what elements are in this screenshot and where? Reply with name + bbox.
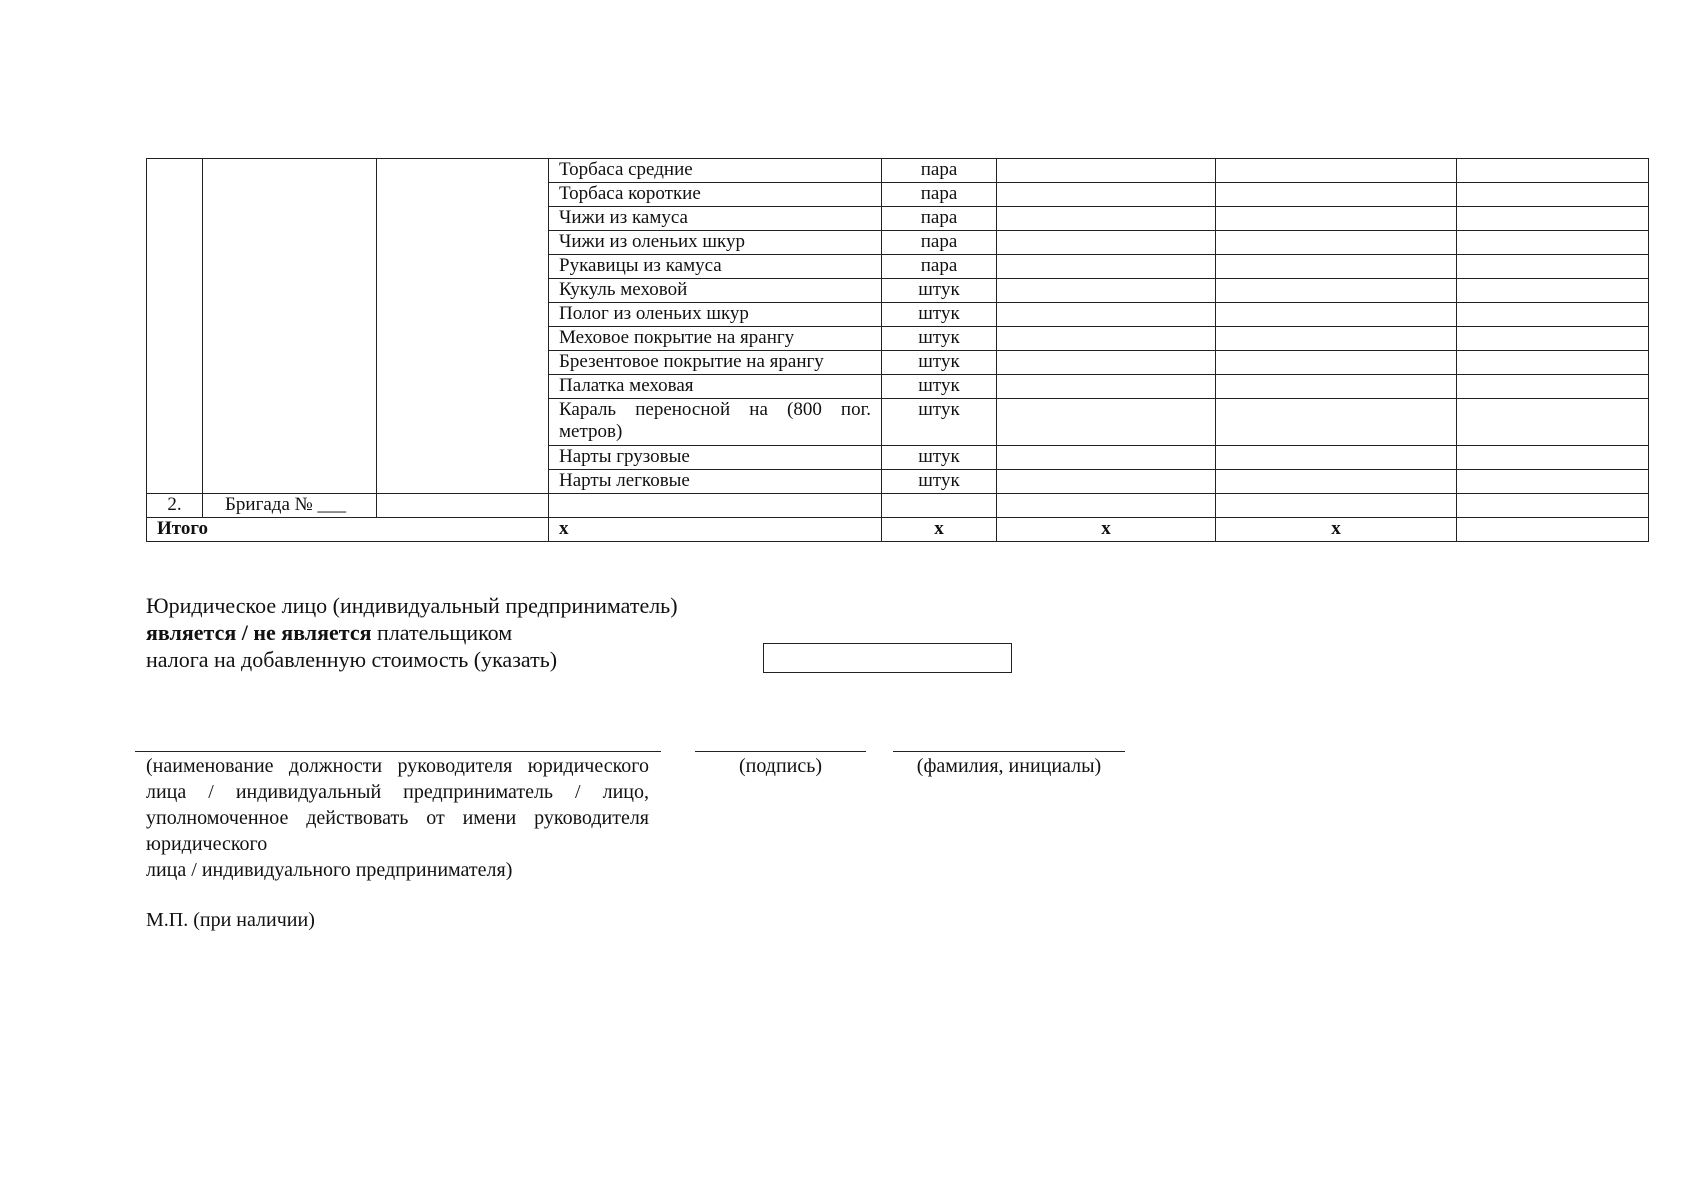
vat-statement	[146, 592, 678, 673]
item-unit: штук	[882, 351, 997, 375]
vat-status-options: является / не является	[146, 620, 372, 645]
item-unit: пара	[882, 183, 997, 207]
item-unit: пара	[882, 255, 997, 279]
total-x-cell: х	[549, 518, 882, 542]
total-x-cell: х	[997, 518, 1216, 542]
item-name: Торбаса короткие	[549, 183, 882, 207]
column-3-cell-merged	[377, 159, 549, 494]
empty-cell	[997, 159, 1216, 183]
empty-cell	[1457, 470, 1649, 494]
item-unit: штук	[882, 279, 997, 303]
empty-cell	[997, 231, 1216, 255]
vat-line-2	[146, 619, 678, 646]
empty-cell	[1216, 494, 1457, 518]
empty-cell	[1457, 327, 1649, 351]
empty-cell	[997, 207, 1216, 231]
empty-cell	[1216, 327, 1457, 351]
item-name: Нарты грузовые	[549, 446, 882, 470]
brigade-cell-merged	[203, 159, 377, 494]
empty-cell	[997, 183, 1216, 207]
vat-line-1: Юридическое лицо (индивидуальный предприниматель)	[146, 593, 678, 618]
item-name: Кукуль меховой	[549, 279, 882, 303]
item-name: Караль переносной на (800 пог. метров)	[549, 399, 882, 446]
empty-cell	[1216, 159, 1457, 183]
total-row	[147, 518, 1649, 542]
empty-cell	[1216, 446, 1457, 470]
empty-cell	[1457, 303, 1649, 327]
empty-cell	[1216, 279, 1457, 303]
empty-cell	[997, 255, 1216, 279]
empty-cell	[377, 494, 549, 518]
item-unit: пара	[882, 207, 997, 231]
goods-table	[146, 158, 1649, 542]
position-caption	[146, 753, 649, 883]
item-name: Нарты легковые	[549, 470, 882, 494]
empty-cell	[1457, 255, 1649, 279]
position-signature-line	[135, 751, 661, 752]
total-x-cell: х	[882, 518, 997, 542]
empty-cell	[882, 494, 997, 518]
position-caption-text: (наименование должности руководителя юридического лица / индивидуальный предприниматель / лицо, уполномоченное действовать от имени руководителя юридического	[146, 755, 649, 855]
item-unit: штук	[882, 399, 997, 446]
item-unit: штук	[882, 375, 997, 399]
item-unit: штук	[882, 446, 997, 470]
empty-cell	[1216, 399, 1457, 446]
item-name: Торбаса средние	[549, 159, 882, 183]
number-cell-merged	[147, 159, 203, 494]
empty-cell	[997, 303, 1216, 327]
item-unit: пара	[882, 231, 997, 255]
seal-note: М.П. (при наличии)	[146, 909, 315, 931]
empty-cell	[997, 351, 1216, 375]
empty-cell	[1457, 159, 1649, 183]
item-unit: штук	[882, 327, 997, 351]
fio-caption: (фамилия, инициалы)	[916, 755, 1102, 777]
item-name: Палатка меховая	[549, 375, 882, 399]
item-name: Чижи из камуса	[549, 207, 882, 231]
empty-cell	[1216, 303, 1457, 327]
empty-cell	[1216, 231, 1457, 255]
empty-cell	[1457, 351, 1649, 375]
empty-cell	[1457, 207, 1649, 231]
item-unit: штук	[882, 470, 997, 494]
item-unit: штук	[882, 303, 997, 327]
empty-cell	[1216, 351, 1457, 375]
empty-cell	[1216, 470, 1457, 494]
total-label: Итого	[147, 518, 549, 542]
empty-cell	[1457, 183, 1649, 207]
signature-line	[695, 751, 866, 752]
table-row	[147, 159, 1649, 183]
empty-cell	[1216, 255, 1457, 279]
vat-status-field[interactable]	[763, 643, 1012, 673]
item-name: Брезентовое покрытие на ярангу	[549, 351, 882, 375]
empty-cell	[997, 446, 1216, 470]
total-x-cell: х	[1216, 518, 1457, 542]
empty-cell	[1457, 446, 1649, 470]
brigade-label: Бригада № ___	[203, 494, 377, 518]
item-name: Чижи из оленьих шкур	[549, 231, 882, 255]
empty-cell	[997, 327, 1216, 351]
empty-cell	[1457, 375, 1649, 399]
empty-cell	[1457, 399, 1649, 446]
vat-line-3: налога на добавленную стоимость (указать)	[146, 647, 558, 672]
empty-cell	[997, 375, 1216, 399]
item-name: Рукавицы из камуса	[549, 255, 882, 279]
empty-cell	[549, 494, 882, 518]
empty-cell	[997, 399, 1216, 446]
empty-cell	[1216, 183, 1457, 207]
item-name: Полог из оленьих шкур	[549, 303, 882, 327]
empty-cell	[1216, 375, 1457, 399]
fio-signature-line	[893, 751, 1125, 752]
item-unit: пара	[882, 159, 997, 183]
vat-line-2-rest: плательщиком	[371, 620, 513, 645]
empty-cell	[1457, 518, 1649, 542]
empty-cell	[1457, 231, 1649, 255]
empty-cell	[997, 494, 1216, 518]
empty-cell	[997, 279, 1216, 303]
table-body	[147, 159, 1649, 542]
signature-caption: (подпись)	[738, 755, 823, 777]
empty-cell	[1457, 494, 1649, 518]
position-caption-last-line: лица / индивидуального предпринимателя)	[146, 859, 513, 881]
brigade-row	[147, 494, 1649, 518]
empty-cell	[997, 470, 1216, 494]
item-name: Меховое покрытие на ярангу	[549, 327, 882, 351]
empty-cell	[1457, 279, 1649, 303]
brigade-number: 2.	[147, 494, 203, 518]
empty-cell	[1216, 207, 1457, 231]
